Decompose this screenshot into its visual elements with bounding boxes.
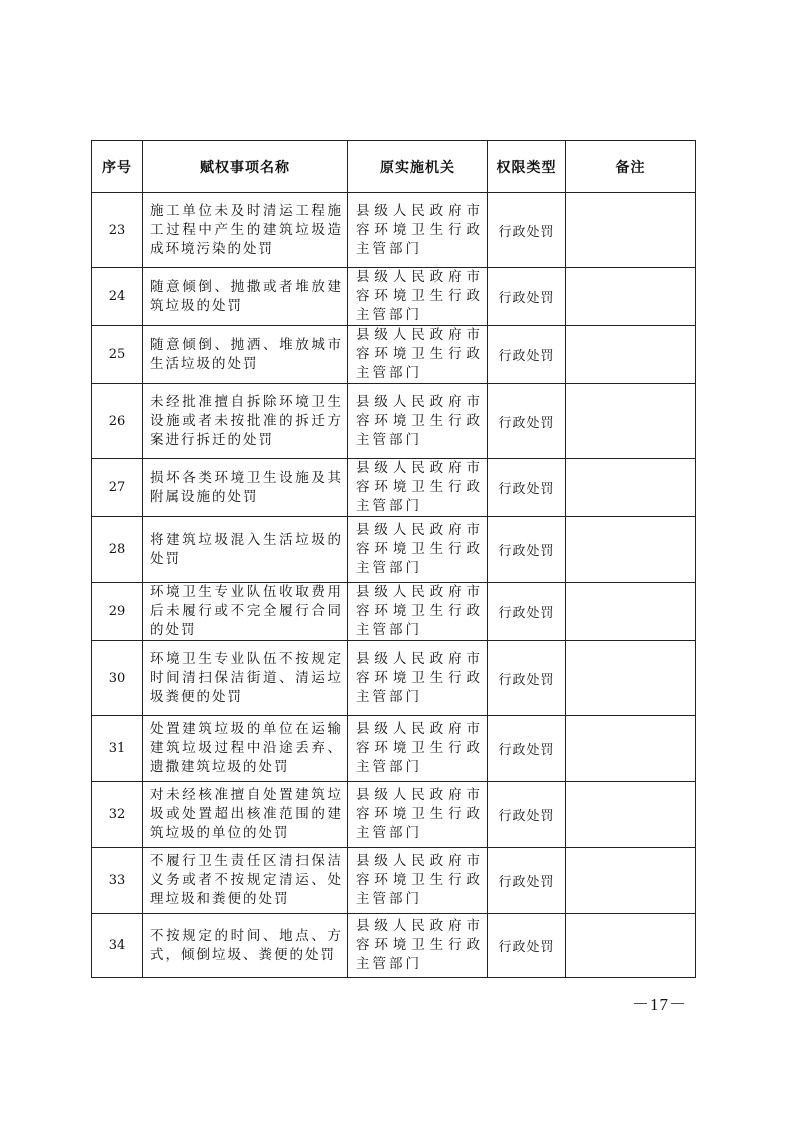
page-number: －17－ bbox=[632, 995, 687, 1014]
item-name: 将建筑垃圾混入生活垃圾的处罚 bbox=[143, 517, 348, 583]
authority-type: 行政处罚 bbox=[488, 459, 566, 517]
table-row bbox=[92, 326, 696, 384]
authority-type: 行政处罚 bbox=[488, 716, 566, 782]
remark-cell bbox=[566, 914, 696, 978]
original-authority: 县级人民政府市容环境卫生行政主管部门 bbox=[348, 782, 488, 848]
authority-type: 行政处罚 bbox=[488, 384, 566, 459]
authority-type: 行政处罚 bbox=[488, 848, 566, 914]
original-authority: 县级人民政府市容环境卫生行政主管部门 bbox=[348, 268, 488, 326]
original-authority: 县级人民政府市容环境卫生行政主管部门 bbox=[348, 517, 488, 583]
original-authority: 县级人民政府市容环境卫生行政主管部门 bbox=[348, 384, 488, 459]
item-name: 随意倾倒、抛洒、堆放城市生活垃圾的处罚 bbox=[143, 326, 348, 384]
table-row bbox=[92, 782, 696, 848]
header-note: 备注 bbox=[566, 141, 696, 193]
item-name: 环境卫生专业队伍收取费用后未履行或不完全履行合同的处罚 bbox=[143, 583, 348, 641]
original-authority: 县级人民政府市容环境卫生行政主管部门 bbox=[348, 459, 488, 517]
row-number: 34 bbox=[92, 914, 143, 978]
header-org: 原实施机关 bbox=[348, 141, 488, 193]
remark-cell bbox=[566, 716, 696, 782]
original-authority: 县级人民政府市容环境卫生行政主管部门 bbox=[348, 914, 488, 978]
header-no: 序号 bbox=[92, 141, 143, 193]
table-row bbox=[92, 716, 696, 782]
remark-cell bbox=[566, 583, 696, 641]
item-name: 随意倾倒、抛撒或者堆放建筑垃圾的处罚 bbox=[143, 268, 348, 326]
remark-cell bbox=[566, 193, 696, 268]
original-authority: 县级人民政府市容环境卫生行政主管部门 bbox=[348, 848, 488, 914]
authority-type: 行政处罚 bbox=[488, 326, 566, 384]
authority-type: 行政处罚 bbox=[488, 268, 566, 326]
table-row bbox=[92, 193, 696, 268]
authority-type: 行政处罚 bbox=[488, 782, 566, 848]
authority-type: 行政处罚 bbox=[488, 914, 566, 978]
header-type: 权限类型 bbox=[488, 141, 566, 193]
row-number: 33 bbox=[92, 848, 143, 914]
row-number: 25 bbox=[92, 326, 143, 384]
original-authority: 县级人民政府市容环境卫生行政主管部门 bbox=[348, 326, 488, 384]
row-number: 27 bbox=[92, 459, 143, 517]
row-number: 32 bbox=[92, 782, 143, 848]
remark-cell bbox=[566, 326, 696, 384]
row-number: 31 bbox=[92, 716, 143, 782]
table-row bbox=[92, 641, 696, 716]
remark-cell bbox=[566, 641, 696, 716]
table-row bbox=[92, 459, 696, 517]
authority-type: 行政处罚 bbox=[488, 193, 566, 268]
authority-type: 行政处罚 bbox=[488, 583, 566, 641]
authority-type: 行政处罚 bbox=[488, 641, 566, 716]
remark-cell bbox=[566, 459, 696, 517]
row-number: 23 bbox=[92, 193, 143, 268]
original-authority: 县级人民政府市容环境卫生行政主管部门 bbox=[348, 583, 488, 641]
remark-cell bbox=[566, 268, 696, 326]
row-number: 28 bbox=[92, 517, 143, 583]
remark-cell bbox=[566, 384, 696, 459]
item-name: 施工单位未及时清运工程施工过程中产生的建筑垃圾造成环境污染的处罚 bbox=[143, 193, 348, 268]
table-row bbox=[92, 268, 696, 326]
item-name: 损坏各类环境卫生设施及其附属设施的处罚 bbox=[143, 459, 348, 517]
row-number: 29 bbox=[92, 583, 143, 641]
original-authority: 县级人民政府市容环境卫生行政主管部门 bbox=[348, 641, 488, 716]
item-name: 未经批准擅自拆除环境卫生设施或者未按批准的拆迁方案进行拆迁的处罚 bbox=[143, 384, 348, 459]
remark-cell bbox=[566, 782, 696, 848]
row-number: 30 bbox=[92, 641, 143, 716]
table-row bbox=[92, 384, 696, 459]
row-number: 26 bbox=[92, 384, 143, 459]
table-row bbox=[92, 848, 696, 914]
row-number: 24 bbox=[92, 268, 143, 326]
authority-table bbox=[91, 140, 696, 978]
original-authority: 县级人民政府市容环境卫生行政主管部门 bbox=[348, 716, 488, 782]
header-name: 赋权事项名称 bbox=[143, 141, 348, 193]
table-header-row bbox=[92, 141, 696, 193]
table-row bbox=[92, 914, 696, 978]
item-name: 不履行卫生责任区清扫保洁义务或者不按规定清运、处理垃圾和粪便的处罚 bbox=[143, 848, 348, 914]
remark-cell bbox=[566, 517, 696, 583]
item-name: 不按规定的时间、地点、方式，倾倒垃圾、粪便的处罚 bbox=[143, 914, 348, 978]
item-name: 对未经核准擅自处置建筑垃圾或处置超出核准范围的建筑垃圾的单位的处罚 bbox=[143, 782, 348, 848]
item-name: 处置建筑垃圾的单位在运输建筑垃圾过程中沿途丢弃、遗撒建筑垃圾的处罚 bbox=[143, 716, 348, 782]
table-row bbox=[92, 517, 696, 583]
item-name: 环境卫生专业队伍不按规定时间清扫保洁街道、清运垃圾粪便的处罚 bbox=[143, 641, 348, 716]
authority-type: 行政处罚 bbox=[488, 517, 566, 583]
original-authority: 县级人民政府市容环境卫生行政主管部门 bbox=[348, 193, 488, 268]
remark-cell bbox=[566, 848, 696, 914]
table-row bbox=[92, 583, 696, 641]
